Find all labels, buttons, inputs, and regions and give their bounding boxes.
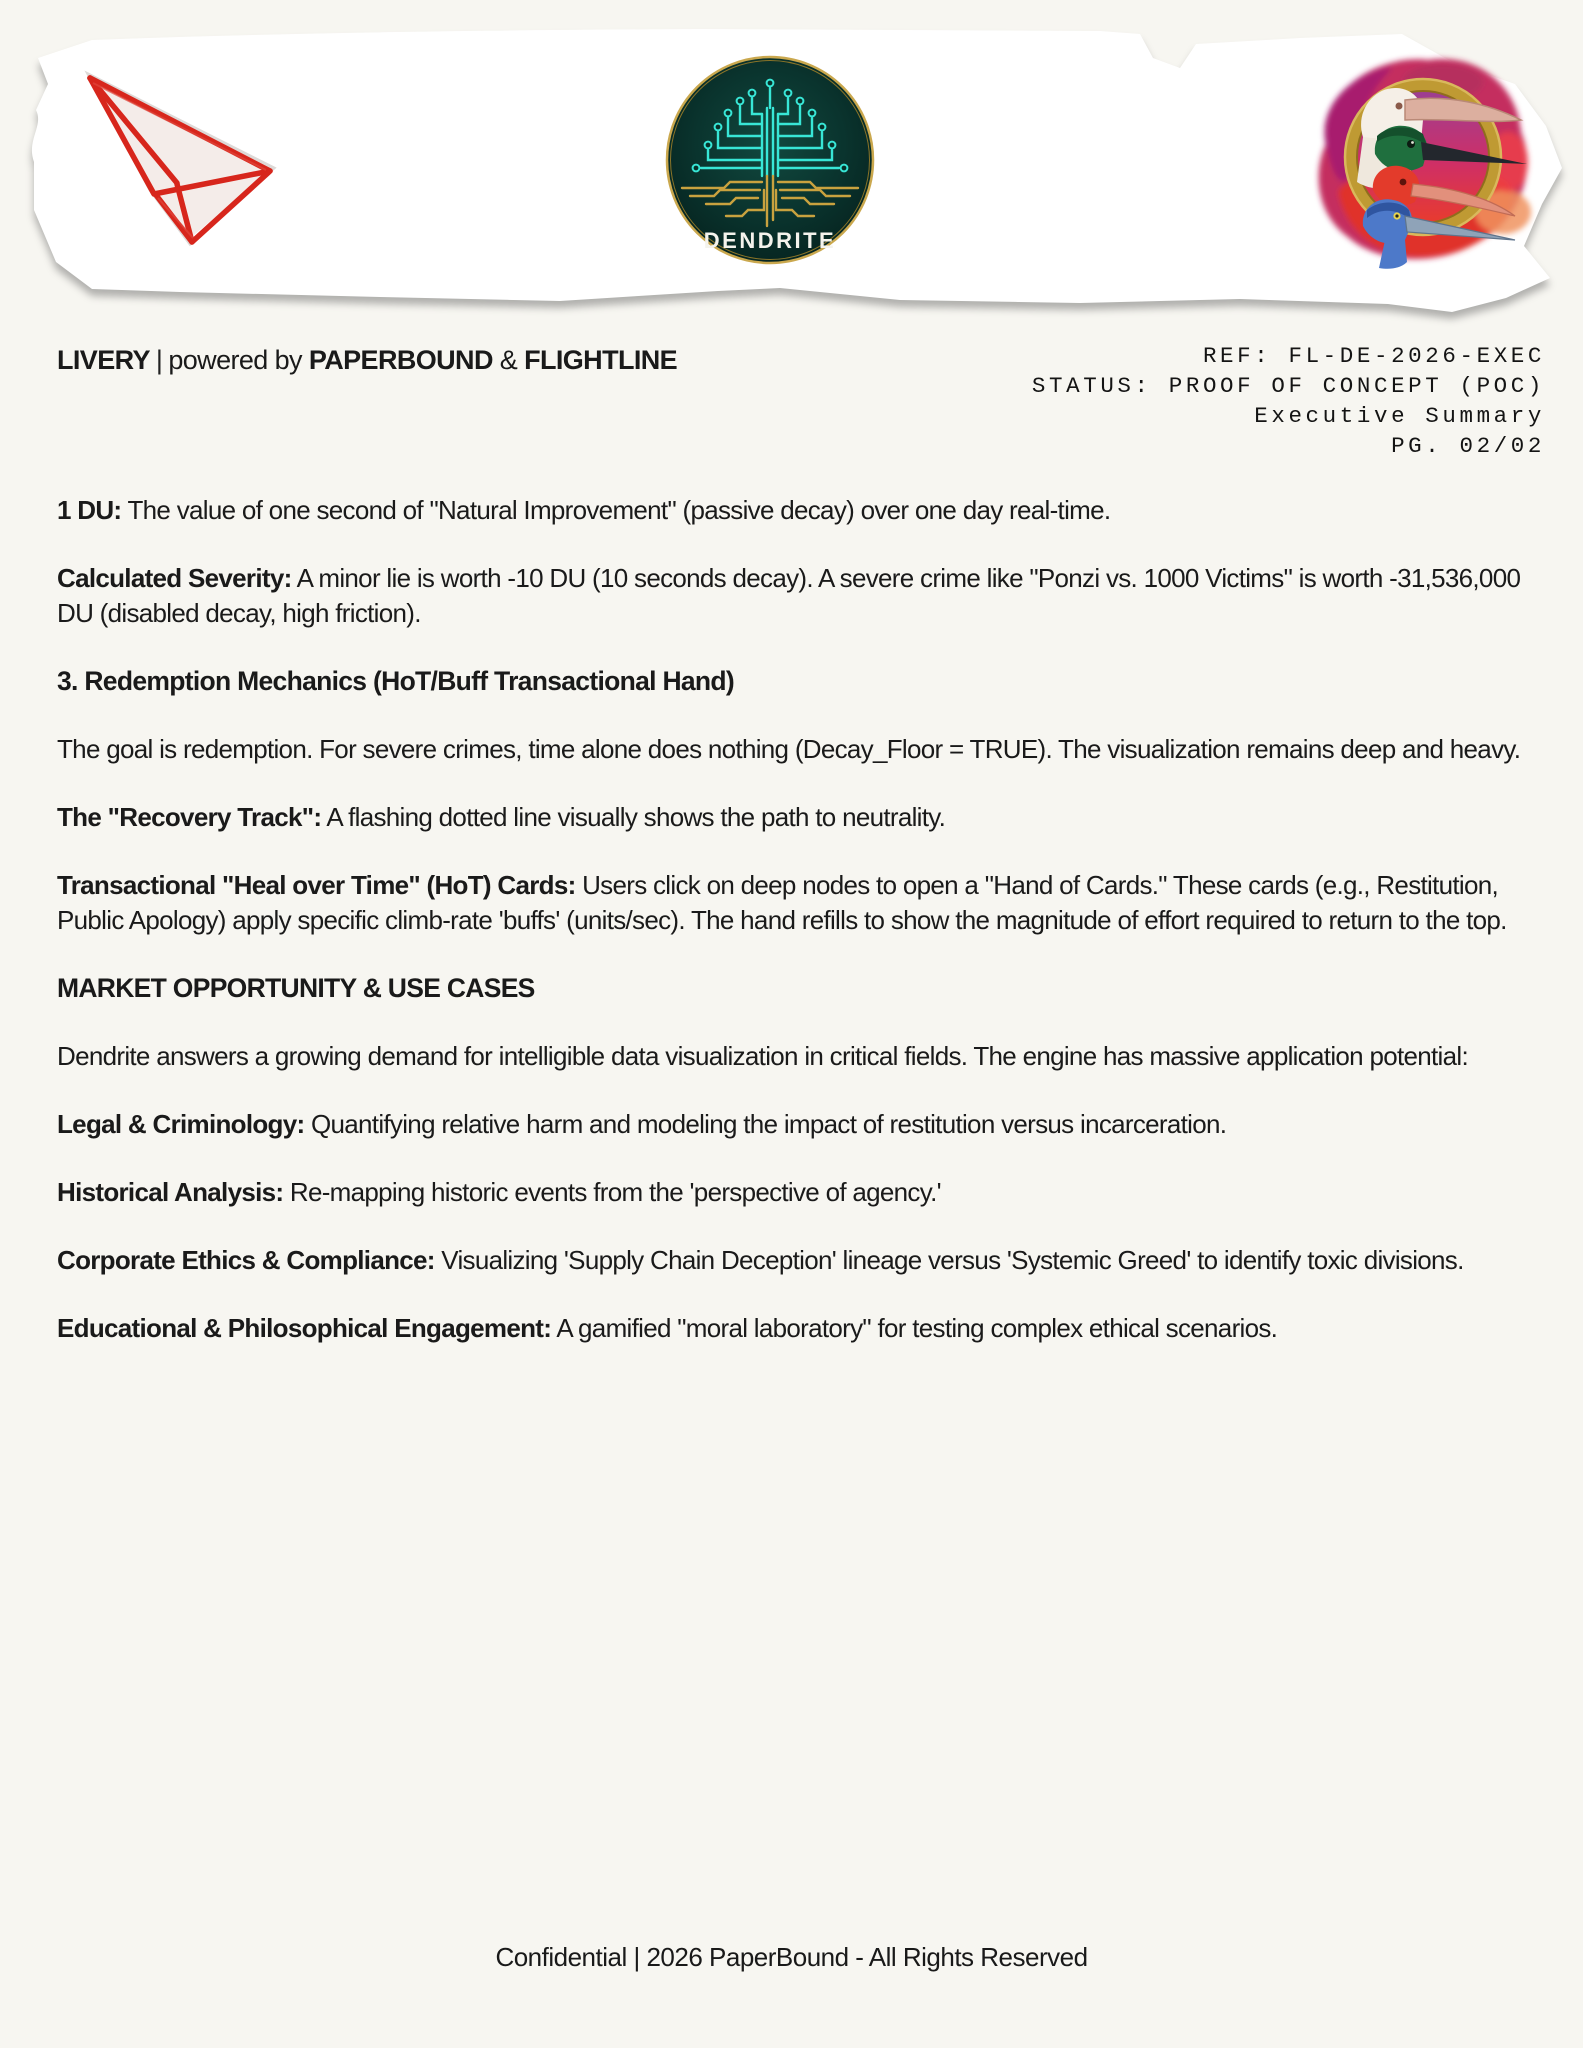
meta-page-number: PG. 02/02 [1391, 433, 1545, 459]
paragraph-lead: Legal & Criminology: [57, 1109, 305, 1139]
paragraph-educational-engagement: Educational & Philosophical Engagement: A gamified "moral laboratory" for testing complex ethical scenarios. [57, 1313, 1278, 1343]
document-body [57, 341, 1545, 1379]
paragraph-calculated-severity: Calculated Severity: A minor lie is worth -10 DU (10 seconds decay). A severe crime like "Ponzi vs. 1000 Victims" is worth -31,536,000 DU (disabled decay, high friction). [57, 563, 1521, 628]
page-title [57, 341, 677, 376]
meta-ref: REF: FL-DE-2026-EXEC [1202, 343, 1545, 369]
meta-status: STATUS: PROOF OF CONCEPT (POC) [1031, 373, 1545, 399]
birds-logo [1293, 42, 1543, 272]
paragraph-lead: Transactional "Heal over Time" (HoT) Cards: [57, 870, 576, 900]
paragraph-goal-redemption: The goal is redemption. For severe crimes, time alone does nothing (Decay_Floor = TRUE). The visualization remains deep and heavy. [57, 734, 1521, 764]
paragraph-corporate-ethics: Corporate Ethics & Compliance: Visualizing 'Supply Chain Deception' lineage versus 'Systemic Greed' to identify toxic divisions. [57, 1245, 1464, 1275]
dendrite-logo [662, 52, 878, 268]
dendrite-logo-label: DENDRITE [703, 228, 837, 253]
paragraph-lead: The "Recovery Track": [57, 802, 322, 832]
document-meta [1032, 341, 1545, 461]
paragraph-lead: Educational & Philosophical Engagement: [57, 1313, 552, 1343]
paper-plane-icon [58, 58, 288, 258]
paragraph-market-intro: Dendrite answers a growing demand for intelligible data visualization in critical fields. The engine has massive application potential: [57, 1041, 1468, 1071]
brand-paperbound: PAPERBOUND [308, 345, 493, 375]
document-header [57, 341, 1545, 461]
brand-flightline: FLIGHTLINE [524, 345, 678, 375]
paragraph-lead: Corporate Ethics & Compliance: [57, 1245, 435, 1275]
torn-paper-banner [0, 0, 1583, 380]
paragraph-lead: Historical Analysis: [57, 1177, 284, 1207]
paragraph-lead: 1 DU: [57, 495, 122, 525]
section-heading-market-opportunity: MARKET OPPORTUNITY & USE CASES [57, 973, 535, 1003]
paragraph-hot-cards: Transactional "Heal over Time" (HoT) Cards: Users click on deep nodes to open a "Hand of Cards." These cards (e.g., Restitution, Public Apology) apply specific climb-rate 'buffs' (units/sec). The hand refills to show the magnitude of effort required to return to the top. [57, 870, 1507, 935]
footer-text: Confidential | 2026 PaperBound - All Rights Reserved [495, 1942, 1088, 1972]
paragraph-du-definition: 1 DU: The value of one second of "Natural Improvement" (passive decay) over one day real-time. [57, 495, 1111, 525]
section-heading-redemption-mechanics: 3. Redemption Mechanics (HoT/Buff Transactional Hand) [57, 666, 735, 696]
paragraph-legal-criminology: Legal & Criminology: Quantifying relative harm and modeling the impact of restitution versus incarceration. [57, 1109, 1227, 1139]
paragraph-lead: Calculated Severity: [57, 563, 292, 593]
title-ampersand: & [499, 345, 518, 375]
brand-livery: LIVERY [57, 345, 150, 375]
title-divider: | [155, 345, 163, 375]
paragraph-recovery-track: The "Recovery Track": A flashing dotted line visually shows the path to neutrality. [57, 802, 946, 832]
powered-by-text: powered by [168, 345, 302, 375]
paragraph-historical-analysis: Historical Analysis: Re-mapping historic events from the 'perspective of agency.' [57, 1177, 941, 1207]
meta-doc-type: Executive Summary [1254, 403, 1545, 429]
